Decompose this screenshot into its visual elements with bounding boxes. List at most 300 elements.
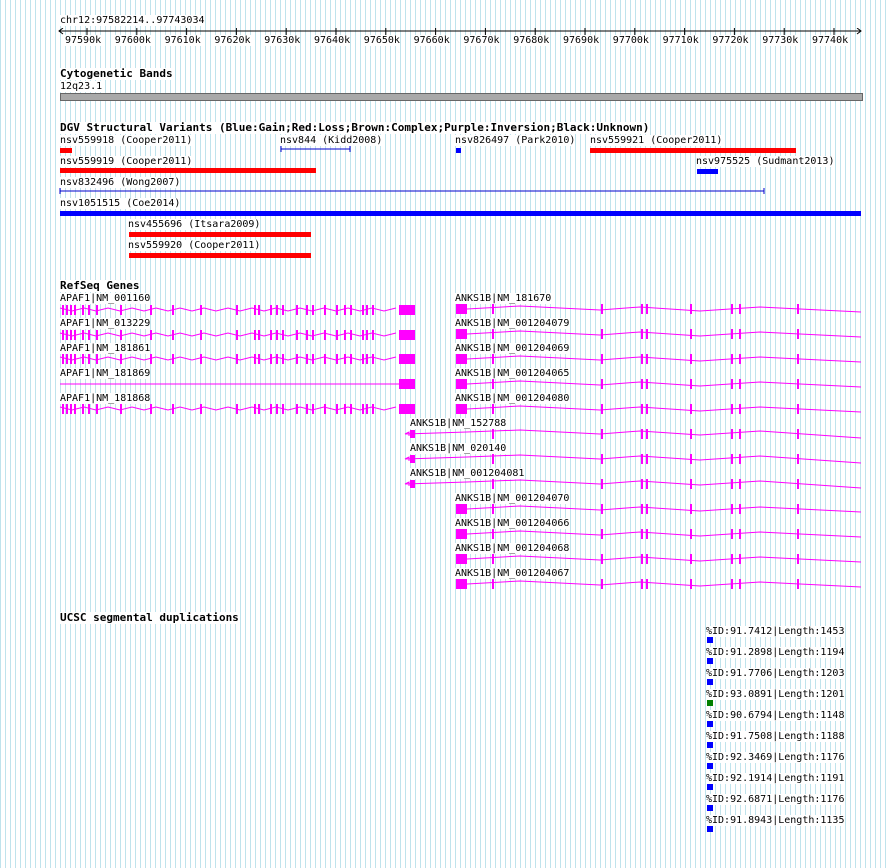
- ruler-tick-label: 97680k: [513, 35, 550, 46]
- refseq-exon[interactable]: [254, 305, 256, 315]
- cytoband-track-title: Cytogenetic Bands: [60, 67, 173, 80]
- refseq-exon[interactable]: [276, 330, 278, 340]
- dgv-variant-bar[interactable]: [590, 148, 796, 153]
- refseq-exon[interactable]: [324, 354, 326, 364]
- refseq-exon[interactable]: [336, 404, 338, 414]
- refseq-intron-line: [467, 531, 861, 537]
- refseq-exon[interactable]: [601, 579, 603, 589]
- dgv-variant-bar[interactable]: [60, 168, 316, 173]
- segdup-label: %ID:92.6871|Length:1176: [706, 794, 845, 805]
- refseq-exon[interactable]: [492, 479, 494, 489]
- segdup-label: %ID:92.3469|Length:1176: [706, 752, 845, 763]
- refseq-exon[interactable]: [646, 504, 648, 514]
- refseq-exon[interactable]: [62, 354, 64, 364]
- refseq-exon[interactable]: [150, 330, 152, 340]
- refseq-exon[interactable]: [366, 330, 368, 340]
- refseq-exon[interactable]: [372, 305, 374, 315]
- refseq-intron-line: [467, 556, 861, 562]
- ruler-tick-label: 97670k: [463, 35, 500, 46]
- ruler-tick-label: 97700k: [612, 35, 649, 46]
- refseq-exon[interactable]: [731, 404, 733, 414]
- refseq-exon[interactable]: [336, 330, 338, 340]
- dgv-variant-label: nsv1051515 (Coe2014): [60, 198, 181, 209]
- refseq-exon[interactable]: [350, 354, 352, 364]
- refseq-exon[interactable]: [492, 554, 494, 564]
- refseq-exon[interactable]: [282, 330, 284, 340]
- refseq-exon[interactable]: [690, 304, 692, 314]
- refseq-intron-line: [467, 331, 861, 337]
- refseq-exon[interactable]: [96, 330, 98, 340]
- refseq-exon[interactable]: [88, 330, 90, 340]
- refseq-exon[interactable]: [646, 354, 648, 364]
- refseq-exon[interactable]: [797, 354, 799, 364]
- refseq-exon[interactable]: [324, 330, 326, 340]
- refseq-exon[interactable]: [690, 429, 692, 439]
- refseq-exon[interactable]: [641, 529, 643, 539]
- refseq-exon[interactable]: [492, 454, 494, 464]
- refseq-transcript-label: APAF1|NM_181861: [60, 343, 151, 354]
- refseq-exon[interactable]: [120, 330, 122, 340]
- refseq-exon[interactable]: [739, 379, 741, 389]
- refseq-exon[interactable]: [601, 429, 603, 439]
- refseq-exon[interactable]: [797, 454, 799, 464]
- refseq-exon[interactable]: [96, 404, 98, 414]
- refseq-exon[interactable]: [690, 379, 692, 389]
- refseq-exon[interactable]: [797, 404, 799, 414]
- refseq-exon[interactable]: [254, 354, 256, 364]
- segdup-label: %ID:91.2898|Length:1194: [706, 647, 845, 658]
- refseq-exon[interactable]: [74, 404, 76, 414]
- cytoband-label: 12q23.1: [60, 81, 103, 92]
- refseq-exon[interactable]: [492, 329, 494, 339]
- refseq-exon[interactable]: [350, 404, 352, 414]
- refseq-exon[interactable]: [258, 305, 260, 315]
- refseq-intron-line: [405, 455, 861, 463]
- refseq-exon[interactable]: [236, 305, 238, 315]
- segdup-feature[interactable]: [707, 805, 713, 811]
- refseq-exon-utr[interactable]: [456, 504, 467, 514]
- refseq-exon[interactable]: [601, 329, 603, 339]
- refseq-exon[interactable]: [296, 404, 298, 414]
- refseq-exon[interactable]: [296, 330, 298, 340]
- refseq-exon[interactable]: [258, 354, 260, 364]
- refseq-exon[interactable]: [362, 404, 364, 414]
- refseq-exon[interactable]: [731, 504, 733, 514]
- refseq-exon[interactable]: [88, 354, 90, 364]
- segdup-feature[interactable]: [707, 826, 713, 832]
- refseq-transcript-label: ANKS1B|NM_001204080: [455, 393, 570, 404]
- refseq-exon[interactable]: [312, 354, 314, 364]
- refseq-exon[interactable]: [306, 354, 308, 364]
- refseq-exon[interactable]: [492, 579, 494, 589]
- refseq-exon[interactable]: [372, 354, 374, 364]
- refseq-exon[interactable]: [276, 354, 278, 364]
- refseq-exon[interactable]: [150, 404, 152, 414]
- refseq-exon-utr[interactable]: [456, 379, 467, 389]
- refseq-exon[interactable]: [690, 579, 692, 589]
- refseq-exon[interactable]: [200, 330, 202, 340]
- refseq-exon[interactable]: [324, 404, 326, 414]
- ruler-tick-label: 97640k: [314, 35, 351, 46]
- refseq-exon[interactable]: [200, 305, 202, 315]
- ruler-tick-label: 97690k: [563, 35, 600, 46]
- refseq-exon[interactable]: [312, 305, 314, 315]
- refseq-exon[interactable]: [739, 554, 741, 564]
- ruler-tick-label: 97730k: [762, 35, 799, 46]
- refseq-exon[interactable]: [797, 379, 799, 389]
- refseq-exon[interactable]: [150, 305, 152, 315]
- refseq-exon[interactable]: [258, 330, 260, 340]
- refseq-exon-utr[interactable]: [456, 304, 467, 314]
- refseq-exon[interactable]: [797, 429, 799, 439]
- refseq-exon[interactable]: [641, 329, 643, 339]
- refseq-exon[interactable]: [88, 404, 90, 414]
- refseq-exon[interactable]: [731, 579, 733, 589]
- refseq-exon[interactable]: [66, 305, 68, 315]
- refseq-exon[interactable]: [601, 504, 603, 514]
- segdup-feature[interactable]: [707, 679, 713, 685]
- refseq-exon[interactable]: [200, 354, 202, 364]
- refseq-exon[interactable]: [646, 454, 648, 464]
- refseq-exon[interactable]: [731, 479, 733, 489]
- refseq-exon[interactable]: [797, 479, 799, 489]
- segdup-label: %ID:91.7706|Length:1203: [706, 668, 845, 679]
- refseq-exon[interactable]: [731, 354, 733, 364]
- ruler-tick-label: 97740k: [812, 35, 849, 46]
- refseq-exon[interactable]: [641, 379, 643, 389]
- dgv-track-title: DGV Structural Variants (Blue:Gain;Red:Loss;Brown:Complex;Purple:Inversion;Black:Unknown): [60, 121, 650, 134]
- refseq-exon[interactable]: [82, 404, 84, 414]
- refseq-exon[interactable]: [344, 404, 346, 414]
- refseq-exon[interactable]: [646, 304, 648, 314]
- refseq-exon[interactable]: [254, 330, 256, 340]
- refseq-exon[interactable]: [270, 354, 272, 364]
- refseq-exon-utr[interactable]: [456, 529, 467, 539]
- refseq-exon[interactable]: [62, 305, 64, 315]
- dgv-variant-label: nsv844 (Kidd2008): [280, 135, 383, 146]
- ruler-position: chr12:97582214..97743034: [60, 15, 205, 26]
- dgv-variant-label: nsv559919 (Cooper2011): [60, 156, 193, 167]
- refseq-exon[interactable]: [797, 304, 799, 314]
- refseq-exon[interactable]: [601, 554, 603, 564]
- dgv-variant-label: nsv559921 (Cooper2011): [590, 135, 723, 146]
- refseq-intron-line: [467, 381, 861, 387]
- refseq-transcript-label: ANKS1B|NM_001204079: [455, 318, 570, 329]
- refseq-exon[interactable]: [306, 404, 308, 414]
- refseq-exon[interactable]: [646, 554, 648, 564]
- refseq-exon[interactable]: [172, 354, 174, 364]
- dgv-variant-bar[interactable]: [60, 211, 861, 216]
- refseq-intron-line: [467, 506, 861, 512]
- refseq-exon[interactable]: [74, 305, 76, 315]
- dgv-variant-label: nsv559920 (Cooper2011): [128, 240, 261, 251]
- refseq-exon[interactable]: [797, 504, 799, 514]
- refseq-exon[interactable]: [172, 404, 174, 414]
- refseq-exon[interactable]: [74, 330, 76, 340]
- dgv-variant-label: nsv975525 (Sudmant2013): [696, 156, 835, 167]
- refseq-exon[interactable]: [282, 305, 284, 315]
- refseq-exon[interactable]: [641, 304, 643, 314]
- segdup-track-title: UCSC segmental duplications: [60, 611, 239, 624]
- refseq-exon[interactable]: [120, 305, 122, 315]
- refseq-transcript-label: APAF1|NM_013229: [60, 318, 151, 329]
- refseq-exon[interactable]: [601, 354, 603, 364]
- refseq-exon[interactable]: [270, 404, 272, 414]
- ruler-tick-label: 97720k: [712, 35, 749, 46]
- refseq-exon[interactable]: [690, 479, 692, 489]
- dgv-variant-label: nsv455696 (Itsara2009): [128, 219, 261, 230]
- refseq-exon[interactable]: [601, 379, 603, 389]
- refseq-exon[interactable]: [88, 305, 90, 315]
- refseq-exon-utr[interactable]: [399, 404, 415, 414]
- segdup-label: %ID:90.6794|Length:1148: [706, 710, 845, 721]
- refseq-exon[interactable]: [739, 579, 741, 589]
- refseq-exon[interactable]: [797, 554, 799, 564]
- refseq-exon[interactable]: [366, 354, 368, 364]
- refseq-exon[interactable]: [731, 379, 733, 389]
- refseq-exon[interactable]: [690, 354, 692, 364]
- refseq-exon[interactable]: [641, 479, 643, 489]
- refseq-exon-utr[interactable]: [399, 354, 415, 364]
- refseq-exon-utr[interactable]: [456, 579, 467, 589]
- refseq-exon[interactable]: [82, 305, 84, 315]
- refseq-exon[interactable]: [236, 404, 238, 414]
- refseq-exon[interactable]: [66, 330, 68, 340]
- refseq-exon-utr[interactable]: [456, 554, 467, 564]
- refseq-exon[interactable]: [731, 454, 733, 464]
- refseq-exon[interactable]: [739, 329, 741, 339]
- dgv-variant-bar[interactable]: [697, 169, 718, 174]
- refseq-transcript-label: ANKS1B|NM_152788: [410, 418, 507, 429]
- refseq-exon[interactable]: [601, 404, 603, 414]
- refseq-exon[interactable]: [172, 305, 174, 315]
- refseq-exon[interactable]: [731, 554, 733, 564]
- refseq-exon[interactable]: [739, 479, 741, 489]
- refseq-exon[interactable]: [731, 529, 733, 539]
- refseq-exon[interactable]: [336, 305, 338, 315]
- refseq-exon[interactable]: [172, 330, 174, 340]
- refseq-exon[interactable]: [641, 554, 643, 564]
- refseq-exon[interactable]: [236, 354, 238, 364]
- refseq-exon[interactable]: [641, 579, 643, 589]
- refseq-exon[interactable]: [646, 479, 648, 489]
- refseq-exon[interactable]: [492, 404, 494, 414]
- refseq-exon[interactable]: [690, 454, 692, 464]
- segdup-feature[interactable]: [707, 742, 713, 748]
- refseq-exon[interactable]: [731, 329, 733, 339]
- refseq-exon[interactable]: [690, 329, 692, 339]
- refseq-exon[interactable]: [296, 354, 298, 364]
- refseq-exon[interactable]: [70, 330, 72, 340]
- ruler-tick-label: 97590k: [65, 35, 102, 46]
- refseq-exon[interactable]: [739, 354, 741, 364]
- refseq-transcript-label: APAF1|NM_181868: [60, 393, 151, 404]
- refseq-exon[interactable]: [336, 354, 338, 364]
- refseq-exon[interactable]: [82, 354, 84, 364]
- refseq-exon[interactable]: [350, 330, 352, 340]
- refseq-exon[interactable]: [739, 504, 741, 514]
- refseq-exon-utr[interactable]: [399, 330, 415, 340]
- refseq-exon[interactable]: [731, 429, 733, 439]
- ruler-tick-label: 97630k: [264, 35, 301, 46]
- refseq-exon[interactable]: [366, 404, 368, 414]
- refseq-exon-utr[interactable]: [456, 329, 467, 339]
- refseq-transcript-label: APAF1|NM_001160: [60, 293, 151, 304]
- refseq-exon[interactable]: [739, 454, 741, 464]
- refseq-exon[interactable]: [254, 404, 256, 414]
- refseq-exon[interactable]: [282, 404, 284, 414]
- refseq-intron-line: [467, 406, 861, 412]
- refseq-exon[interactable]: [70, 354, 72, 364]
- refseq-exon[interactable]: [646, 429, 648, 439]
- refseq-exon[interactable]: [739, 304, 741, 314]
- refseq-exon[interactable]: [739, 404, 741, 414]
- refseq-exon[interactable]: [70, 305, 72, 315]
- refseq-transcript-label: ANKS1B|NM_181670: [455, 293, 552, 304]
- refseq-exon[interactable]: [690, 554, 692, 564]
- refseq-transcript-label: ANKS1B|NM_001204066: [455, 518, 570, 529]
- refseq-transcript-label: ANKS1B|NM_001204067: [455, 568, 570, 579]
- ruler-tick-label: 97610k: [164, 35, 201, 46]
- refseq-exon[interactable]: [492, 304, 494, 314]
- ruler-tick-label: 97710k: [662, 35, 699, 46]
- refseq-exon[interactable]: [646, 529, 648, 539]
- refseq-exon[interactable]: [350, 305, 352, 315]
- refseq-exon[interactable]: [70, 404, 72, 414]
- refseq-exon[interactable]: [276, 305, 278, 315]
- refseq-transcript-label: ANKS1B|NM_020140: [410, 443, 507, 454]
- refseq-exon[interactable]: [312, 404, 314, 414]
- refseq-transcript-label: ANKS1B|NM_001204068: [455, 543, 570, 554]
- refseq-exon[interactable]: [372, 330, 374, 340]
- refseq-exon[interactable]: [270, 305, 272, 315]
- refseq-exon[interactable]: [74, 354, 76, 364]
- dgv-variant-label: nsv559918 (Cooper2011): [60, 135, 193, 146]
- refseq-exon[interactable]: [641, 404, 643, 414]
- segdup-label: %ID:93.0891|Length:1201: [706, 689, 845, 700]
- dgv-variant-label: nsv832496 (Wong2007): [60, 177, 181, 188]
- refseq-exon[interactable]: [276, 404, 278, 414]
- refseq-exon[interactable]: [96, 354, 98, 364]
- refseq-exon[interactable]: [82, 330, 84, 340]
- refseq-exon[interactable]: [646, 329, 648, 339]
- refseq-exon[interactable]: [372, 404, 374, 414]
- refseq-exon-utr[interactable]: [399, 305, 415, 315]
- dgv-variant-bar[interactable]: [60, 148, 72, 153]
- refseq-exon[interactable]: [62, 330, 64, 340]
- refseq-exon[interactable]: [296, 305, 298, 315]
- refseq-exon[interactable]: [66, 404, 68, 414]
- segdup-feature[interactable]: [707, 784, 713, 790]
- segdup-label: %ID:91.7412|Length:1453: [706, 626, 845, 637]
- refseq-transcript-label: ANKS1B|NM_001204070: [455, 493, 570, 504]
- refseq-exon[interactable]: [236, 330, 238, 340]
- segdup-feature[interactable]: [707, 637, 713, 643]
- segdup-label: %ID:91.7508|Length:1188: [706, 731, 845, 742]
- refseq-exon[interactable]: [739, 529, 741, 539]
- refseq-exon[interactable]: [96, 305, 98, 315]
- refseq-exon[interactable]: [641, 504, 643, 514]
- refseq-exon[interactable]: [120, 404, 122, 414]
- refseq-intron-line: [467, 581, 861, 587]
- refseq-exon-utr[interactable]: [399, 379, 415, 389]
- refseq-exon[interactable]: [797, 329, 799, 339]
- segdup-feature[interactable]: [707, 721, 713, 727]
- refseq-exon[interactable]: [258, 404, 260, 414]
- refseq-exon[interactable]: [646, 379, 648, 389]
- refseq-exon[interactable]: [270, 330, 272, 340]
- refseq-exon[interactable]: [312, 330, 314, 340]
- refseq-exon[interactable]: [62, 404, 64, 414]
- refseq-exon[interactable]: [344, 354, 346, 364]
- refseq-exon[interactable]: [306, 330, 308, 340]
- refseq-transcript-label: ANKS1B|NM_001204081: [410, 468, 525, 479]
- refseq-exon[interactable]: [344, 330, 346, 340]
- dgv-variant-label: nsv826497 (Park2010): [455, 135, 576, 146]
- refseq-exon[interactable]: [324, 305, 326, 315]
- refseq-exon[interactable]: [797, 579, 799, 589]
- refseq-exon[interactable]: [641, 354, 643, 364]
- refseq-exon[interactable]: [492, 354, 494, 364]
- refseq-exon[interactable]: [731, 304, 733, 314]
- refseq-exon[interactable]: [150, 354, 152, 364]
- refseq-exon[interactable]: [690, 529, 692, 539]
- refseq-exon[interactable]: [739, 429, 741, 439]
- ruler-tick-label: 97600k: [114, 35, 151, 46]
- refseq-exon[interactable]: [601, 479, 603, 489]
- refseq-exon[interactable]: [362, 305, 364, 315]
- refseq-exon[interactable]: [492, 529, 494, 539]
- refseq-exon[interactable]: [690, 404, 692, 414]
- refseq-exon[interactable]: [200, 404, 202, 414]
- refseq-exon[interactable]: [344, 305, 346, 315]
- refseq-intron-line: [405, 430, 861, 438]
- refseq-exon-utr[interactable]: [456, 404, 467, 414]
- refseq-exon[interactable]: [66, 354, 68, 364]
- segdup-feature[interactable]: [707, 658, 713, 664]
- refseq-exon[interactable]: [641, 429, 643, 439]
- segdup-feature[interactable]: [707, 700, 713, 706]
- refseq-exon[interactable]: [306, 305, 308, 315]
- refseq-exon[interactable]: [601, 304, 603, 314]
- refseq-exon[interactable]: [601, 529, 603, 539]
- refseq-exon[interactable]: [492, 379, 494, 389]
- segdup-label: %ID:91.8943|Length:1135: [706, 815, 845, 826]
- refseq-transcript-label: ANKS1B|NM_001204069: [455, 343, 570, 354]
- refseq-exon-utr[interactable]: [456, 354, 467, 364]
- dgv-variant-bar[interactable]: [129, 253, 311, 258]
- refseq-exon[interactable]: [646, 404, 648, 414]
- refseq-exon[interactable]: [601, 454, 603, 464]
- refseq-exon[interactable]: [492, 504, 494, 514]
- refseq-exon[interactable]: [362, 354, 364, 364]
- refseq-exon[interactable]: [366, 305, 368, 315]
- refseq-intron-line: [467, 356, 861, 362]
- segdup-feature[interactable]: [707, 763, 713, 769]
- refseq-exon[interactable]: [362, 330, 364, 340]
- refseq-transcript-label: ANKS1B|NM_001204065: [455, 368, 570, 379]
- refseq-exon[interactable]: [492, 429, 494, 439]
- dgv-variant-bar[interactable]: [456, 148, 461, 153]
- segdup-label: %ID:92.1914|Length:1191: [706, 773, 845, 784]
- refseq-exon[interactable]: [646, 579, 648, 589]
- refseq-exon[interactable]: [120, 354, 122, 364]
- refseq-exon[interactable]: [641, 454, 643, 464]
- refseq-exon[interactable]: [690, 504, 692, 514]
- dgv-variant-bar[interactable]: [129, 232, 311, 237]
- refseq-exon[interactable]: [282, 354, 284, 364]
- refseq-exon[interactable]: [797, 529, 799, 539]
